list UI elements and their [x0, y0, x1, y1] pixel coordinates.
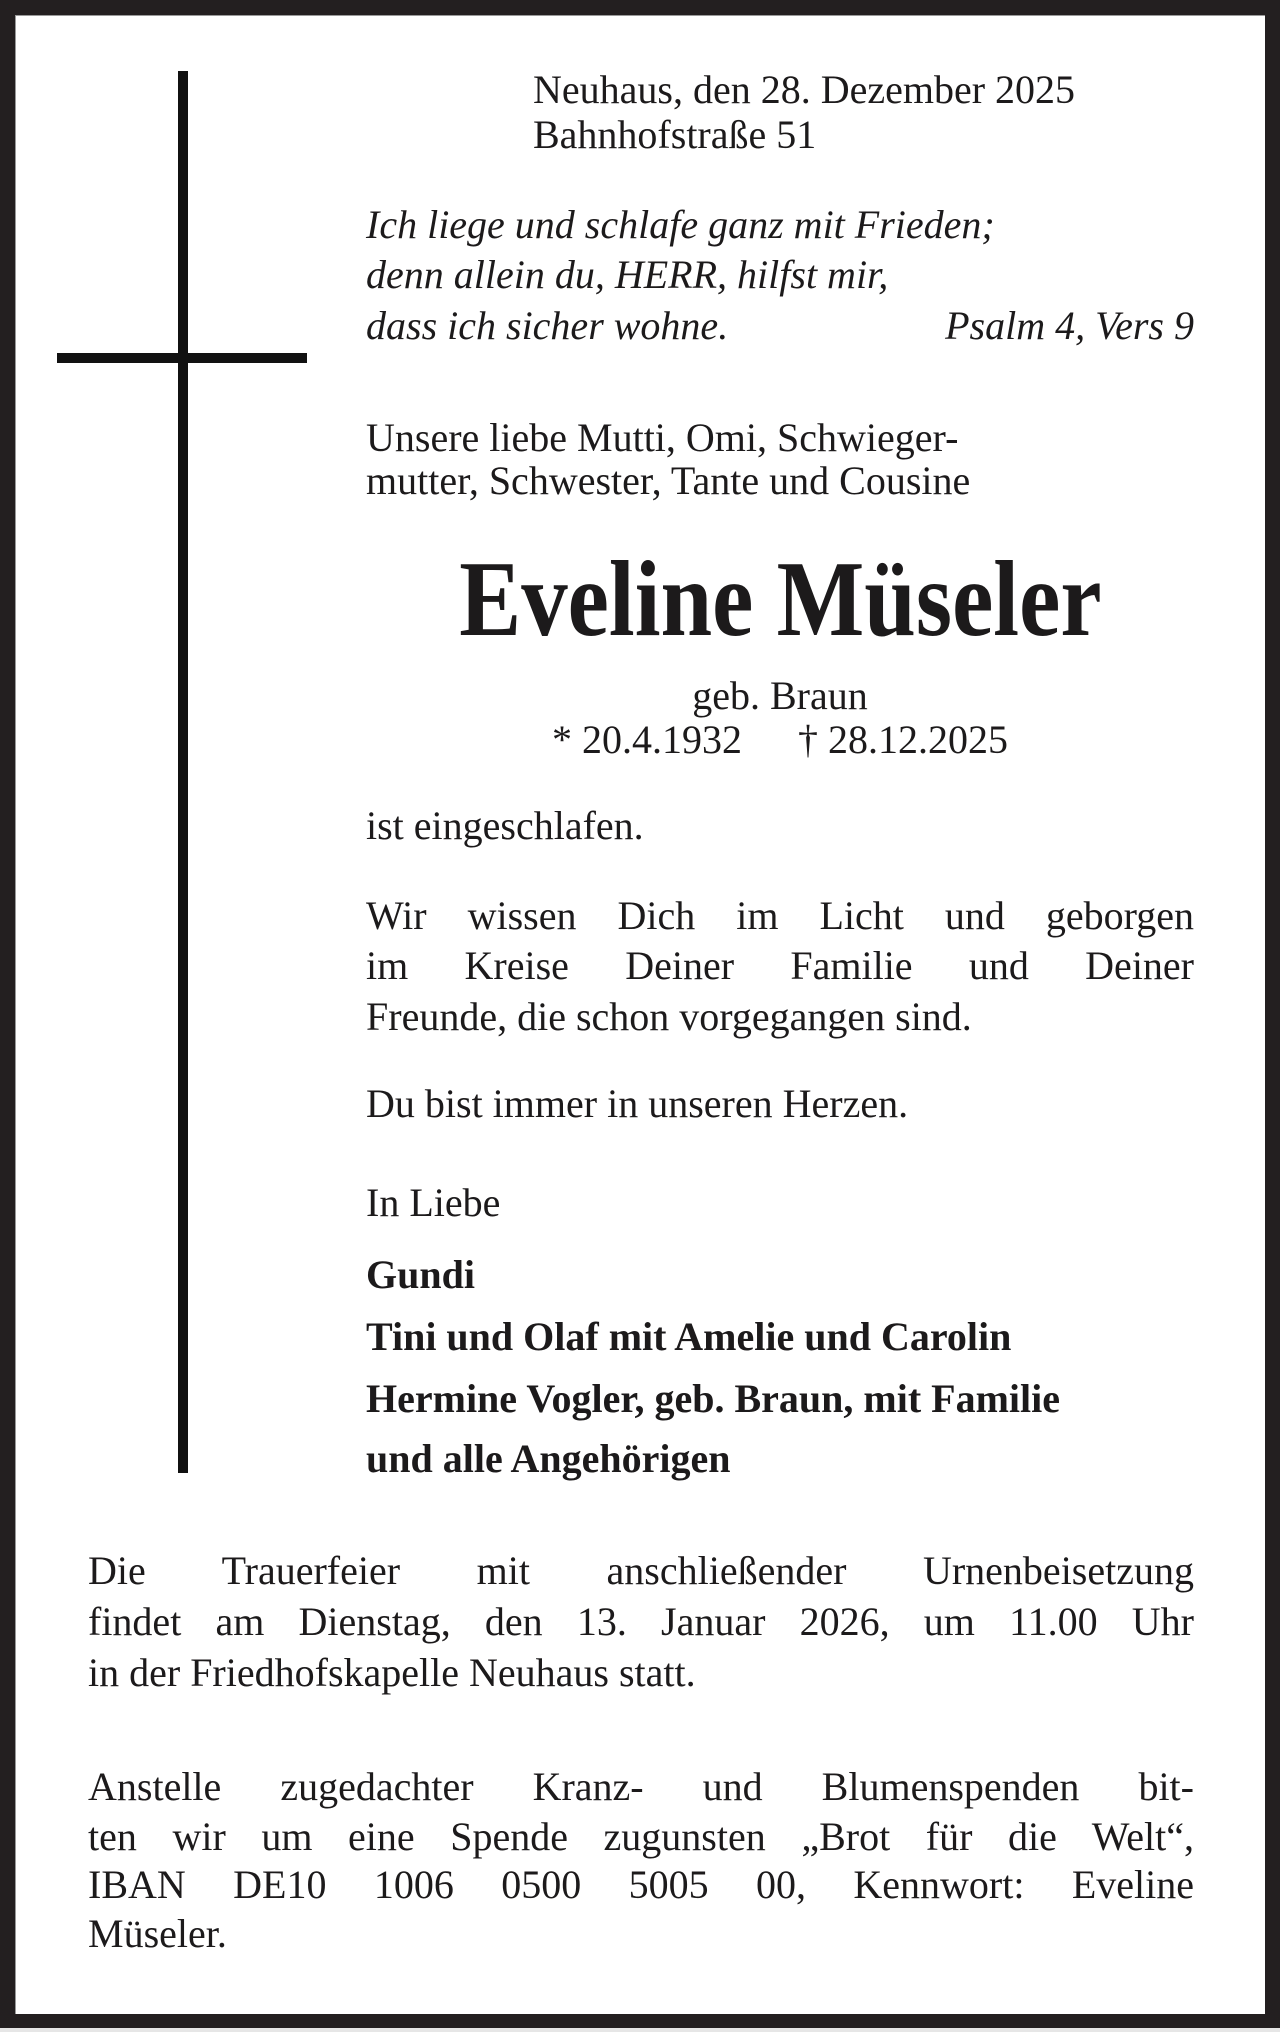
funeral-info-line: in der Friedhofskapelle Neuhaus statt.	[88, 1650, 696, 1695]
cross-icon-vertical-bar	[178, 71, 188, 1473]
funeral-info-line: findet am Dienstag, den 13. Januar 2026, um 11.00 Uhr	[88, 1599, 1194, 1644]
birth-name: geb. Braun	[692, 673, 868, 718]
cross-icon-horizontal-bar	[57, 353, 307, 363]
place-date: Neuhaus, den 28. Dezember 2025	[533, 67, 1076, 112]
quote-line: denn allein du, HERR, hilfst mir,	[366, 252, 889, 297]
mourner-name: Gundi	[366, 1252, 475, 1297]
mourner-name: Tini und Olaf mit Amelie und Carolin	[366, 1314, 1012, 1359]
address: Bahnhofstraße 51	[533, 112, 817, 157]
paragraph-line: Freunde, die schon vorgegangen sind.	[366, 994, 972, 1039]
donation-info-line: IBAN DE10 1006 0500 5005 00, Kennwort: Eveline	[88, 1862, 1194, 1907]
quote-last-line	[366, 302, 1194, 350]
quote-line: dass ich sicher wohne.	[366, 303, 729, 348]
paragraph-line: Wir wissen Dich im Licht und geborgen	[366, 893, 1194, 938]
donation-info-line: Anstelle zugedachter Kranz- und Blumenspenden bit-	[88, 1764, 1194, 1809]
intro-line: mutter, Schwester, Tante und Cousine	[366, 458, 971, 503]
intro-line: Unsere liebe Mutti, Omi, Schwieger-	[366, 415, 959, 460]
donation-info-line: Müseler.	[88, 1911, 227, 1956]
quote-line: Ich liege und schlafe ganz mit Frieden;	[366, 202, 995, 247]
signature-intro: In Liebe	[366, 1180, 501, 1225]
funeral-info-line: Die Trauerfeier mit anschließender Urnenbeisetzung	[88, 1548, 1194, 1593]
birth-date: * 20.4.1932	[552, 717, 742, 762]
quote-reference: Psalm 4, Vers 9	[945, 303, 1194, 348]
donation-info-line: ten wir um eine Spende zugunsten „Brot für die Welt“,	[88, 1814, 1194, 1859]
announcement: ist eingeschlafen.	[366, 803, 644, 848]
mourner-name: Hermine Vogler, geb. Braun, mit Familie	[366, 1376, 1061, 1421]
closing-sentence: Du bist immer in unseren Herzen.	[366, 1081, 909, 1126]
bottom-edge	[0, 2028, 1280, 2032]
death-date: † 28.12.2025	[798, 717, 1008, 762]
paragraph-line: im Kreise Deiner Familie und Deiner	[366, 943, 1194, 988]
life-dates	[366, 716, 1194, 764]
deceased-name-text: Eveline Müseler	[458, 540, 1102, 659]
mourner-name: und alle Angehörigen	[366, 1436, 731, 1481]
deceased-name	[366, 540, 1194, 660]
